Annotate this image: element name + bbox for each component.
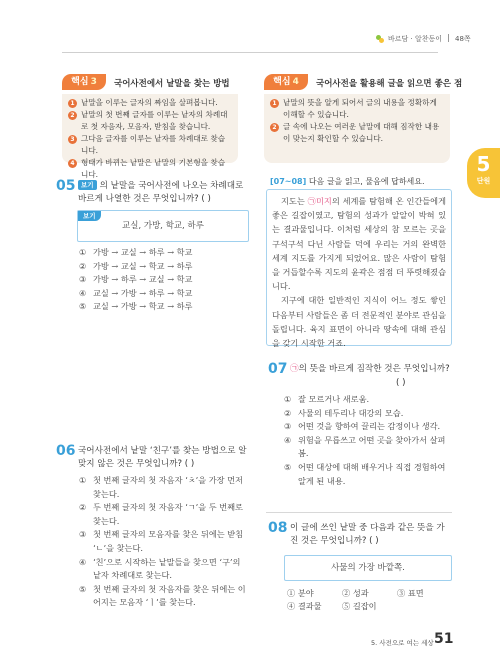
header-title: 바르담 · 알찬동이 48쪽: [388, 35, 471, 43]
key-body: [62, 94, 238, 179]
answer-option[interactable]: [284, 461, 452, 488]
option-marker: ③: [284, 421, 292, 432]
answer-option[interactable]: [79, 528, 249, 555]
option-marker: ②: [342, 588, 351, 598]
passage-paragraph-2: 지구에 대한 일반적인 지식이 어느 정도 쌓인 다음부터 사람들은 좀 더 전문적인 분야로 관심을 돌립니다. 육지 표면이 아니라 땅속에 대해 관심을 갖기 시작한 거죠.: [272, 295, 446, 349]
key-item-text: 글 속에 나오는 여러운 낱말에 대해 짐작한 내용이 맞는지 확인할 수 있습니다.: [283, 122, 440, 143]
option-text: 첫 번째 글자의 첫 자음자를 찾은 뒤에는 이어지는 모음자 ‘ㅣ’를 찾는다.: [93, 583, 246, 608]
key-item: [68, 109, 232, 133]
header-leaf-icon: [376, 35, 384, 43]
answer-option[interactable]: [284, 434, 452, 461]
answer-option[interactable]: [79, 474, 249, 501]
example-label: 보기: [78, 211, 101, 221]
answer-blank-07: ( ): [396, 378, 406, 388]
question-number-06: 06: [56, 443, 76, 459]
question-number-05: 05: [56, 178, 76, 194]
option-text: ‘친’으로 시작하는 낱말들을 찾으면 ‘구’의 낱자 차례대로 찾는다.: [93, 556, 241, 581]
option-marker: ①: [284, 394, 292, 404]
option-text: 교실 → 가방 → 학교 → 하루: [93, 301, 193, 312]
option-marker: ④: [79, 556, 87, 567]
option-marker: ②: [79, 502, 87, 513]
answer-option[interactable]: [342, 587, 397, 600]
number-circle-icon: 2: [68, 111, 77, 120]
options-07: [284, 393, 452, 488]
passage-paragraph-1: 지도는 ㉠미지의 세계를 탐험해 온 인간들에게 좋은 길잡이였고, 탐험의 성과가 알알이 박혀 있는 결과물입니다. 이처럼 세상의 참 모르는 곳을 구석구석 다닌 사람들 덕에 우리는 거의 완벽한 세계 지도를 가지게 되었어요. 많은 사람이 탐험을 거듭할수록 지도의 윤곽은 점점 더 뚜렷해졌습니다.: [272, 196, 446, 292]
answer-option[interactable]: [287, 600, 342, 613]
option-marker: ②: [79, 260, 87, 271]
footer-chapter: 5. 사전으로 여는 세상: [371, 639, 434, 647]
option-text: 표면: [407, 588, 424, 598]
key-item-text: 낱말의 뜻을 알게 되어서 글의 내용을 정확하게 이해할 수 있습니다.: [283, 98, 437, 119]
example-box-08: [284, 555, 452, 581]
option-text: 어떤 대상에 대해 배우거나 직접 경험하여 알게 된 내용.: [298, 461, 446, 486]
option-text: 길잡이: [352, 601, 377, 611]
option-text: 위험을 무릅쓰고 어떤 곳을 찾아가서 살펴봄.: [298, 434, 446, 459]
key-box-4: [264, 74, 463, 164]
key-item: [270, 121, 444, 145]
page-number: 51: [434, 631, 454, 647]
option-text: 첫 번째 글자의 모음자를 찾은 뒤에는 받침 ‘ㄴ’을 찾는다.: [93, 529, 244, 553]
option-marker: ④: [287, 601, 296, 611]
option-text: 첫 번째 글자의 첫 자음자 ‘ㅊ’을 가장 먼저 찾는다.: [93, 475, 243, 499]
answer-option[interactable]: [79, 260, 249, 274]
key-title: 국어사전을 활용해 글을 읽으면 좋은 점: [316, 79, 463, 89]
unit-tab: [467, 148, 500, 198]
answer-option[interactable]: [79, 556, 249, 583]
option-text: 가방 → 교실 → 하루 → 학교: [93, 247, 193, 257]
question-text-06: 국어사전에서 낱말 ‘친구’를 찾는 방법으로 알맞지 않은 것은 무엇입니까? ( ): [78, 446, 247, 469]
options-08: [287, 587, 452, 613]
number-circle-icon: 1: [68, 99, 77, 108]
answer-option[interactable]: [79, 246, 249, 260]
example-box-05: [77, 210, 249, 242]
answer-option[interactable]: [284, 420, 452, 434]
answer-option[interactable]: [79, 273, 249, 287]
option-marker: ①: [79, 247, 87, 257]
options-05: [79, 246, 249, 314]
key-item-text: 낱말의 첫 번째 글자를 이루는 낱자의 차례대로 첫 자음자, 모음자, 받침을 찾습니다.: [81, 110, 228, 131]
number-circle-icon: 3: [68, 135, 77, 144]
option-marker: ①: [79, 475, 87, 485]
answer-option[interactable]: [397, 587, 452, 600]
option-text: 분야: [297, 588, 314, 598]
option-marker: ⑤: [79, 301, 87, 312]
option-text: 성과: [352, 588, 369, 598]
answer-option[interactable]: [79, 300, 249, 314]
option-marker: ④: [284, 434, 292, 445]
option-text: 사물의 테두리나 대강의 모습.: [298, 407, 404, 418]
question-number-08: 08: [268, 520, 288, 536]
header-divider: [62, 52, 438, 53]
answer-option[interactable]: [284, 393, 452, 407]
key-item: [68, 157, 232, 181]
option-marker: ③: [79, 274, 87, 285]
reading-passage: [266, 189, 452, 349]
option-marker: ①: [287, 588, 296, 598]
option-marker: ⑤: [79, 583, 87, 594]
option-text: 가방 → 교실 → 학교 → 하루: [93, 260, 193, 271]
key-item-text: 낱말을 이루는 글자의 짜임을 살펴봅니다.: [81, 98, 218, 107]
answer-option[interactable]: [342, 600, 397, 613]
option-text: 결과물: [297, 601, 322, 611]
answer-option[interactable]: [79, 583, 249, 610]
number-circle-icon: 1: [270, 99, 279, 108]
example-tag: 보기: [78, 180, 97, 190]
answer-option[interactable]: [287, 587, 342, 600]
question-text-05: 보기 의 낱말을 국어사전에 나오는 차례대로 바르게 나열한 것은 무엇입니까? ( ): [78, 181, 244, 204]
example-content: 교실, 가방, 학교, 하루: [122, 221, 204, 231]
option-marker: ②: [284, 407, 292, 418]
question-number-07: 07: [268, 361, 288, 377]
example-content: 사물의 가장 바깥쪽.: [331, 563, 405, 573]
unit-number: 5: [476, 152, 491, 176]
number-circle-icon: 2: [270, 123, 279, 132]
key-title: 국어사전에서 낱말을 찾는 방법: [114, 79, 230, 89]
option-marker: ③: [397, 588, 406, 598]
option-text: 어떤 것을 향하여 끌리는 감정이나 생각.: [298, 421, 441, 432]
key-item-text: 형태가 바뀌는 낱말은 낱말의 기본형을 찾습니다.: [81, 158, 226, 179]
option-text: 교실 → 가방 → 하루 → 학교: [93, 287, 193, 298]
key-item: [68, 133, 232, 157]
option-text: 잘 모르거나 새로움.: [298, 394, 370, 404]
question-text-07: ㉠의 뜻을 바르게 짐작한 것은 무엇입니까?: [290, 364, 450, 374]
option-text: 가방 → 하루 → 교실 → 학교: [93, 274, 193, 285]
key-item: [68, 97, 232, 109]
passage-instruction: [07~08] 다음 글을 읽고, 물음에 답하세요.: [270, 177, 425, 186]
option-marker: ⑤: [342, 601, 351, 611]
option-marker: ④: [79, 287, 87, 298]
option-text: 두 번째 글자의 첫 자음자 ‘ㄱ’을 두 번째로 찾는다.: [93, 502, 243, 526]
marked-word: ㉠미지: [307, 196, 332, 206]
option-marker: ③: [79, 529, 87, 540]
key-item-text: 그다음 글자를 이루는 낱자를 차례대로 찾습니다.: [81, 134, 226, 155]
answer-option[interactable]: [284, 407, 452, 421]
question-text-08: 이 글에 쓰인 낱말 중 다음과 같은 뜻을 가진 것은 무엇입니까? ( ): [290, 523, 445, 546]
number-circle-icon: 4: [68, 159, 77, 168]
answer-option[interactable]: [79, 501, 249, 528]
key-item: [270, 97, 444, 121]
key-badge: 핵심 4: [264, 74, 308, 90]
answer-option[interactable]: [79, 287, 249, 301]
key-box-3: [62, 74, 238, 179]
section-divider: [266, 512, 452, 513]
option-marker: ⑤: [284, 461, 292, 472]
unit-label: 단원: [476, 177, 491, 185]
key-body: [264, 94, 450, 163]
key-badge: 핵심 3: [62, 74, 106, 90]
options-06: [79, 474, 249, 610]
